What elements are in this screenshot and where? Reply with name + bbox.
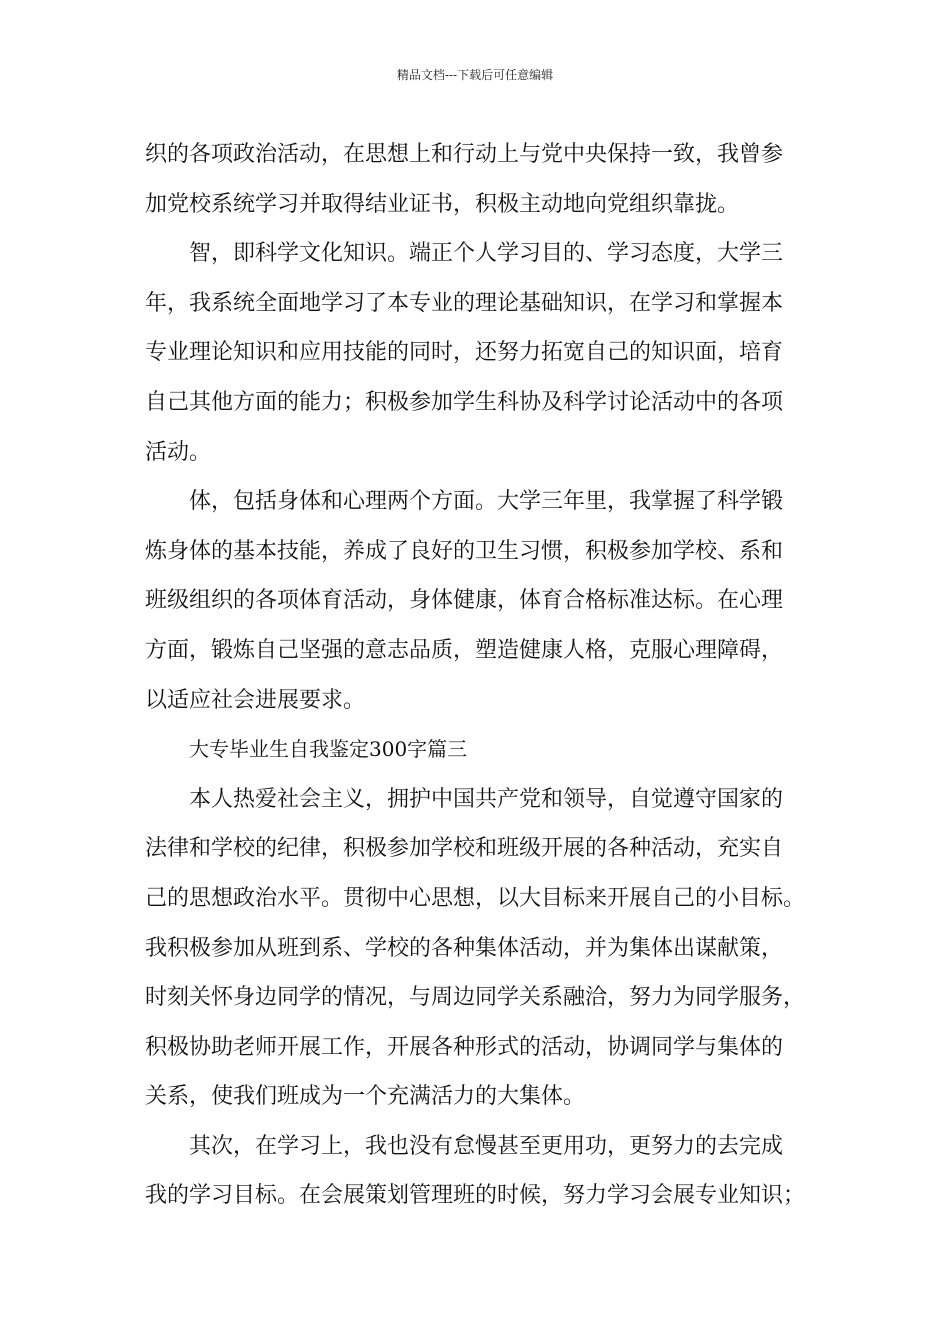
text-line: 本人热爱社会主义，拥护中国共产党和领导，自觉遵守国家的 (189, 786, 784, 812)
text-line: 炼身体的基本技能，养成了良好的卫生习惯，积极参加学校、系和 (145, 538, 784, 564)
text-line: 活动。 (145, 439, 212, 465)
text-line: 自己其他方面的能力；积极参加学生科协及科学讨论活动中的各项 (145, 389, 784, 415)
text-line: 加党校系统学习并取得结业证书，积极主动地向党组织靠拢。 (145, 191, 740, 217)
text-line: 专业理论知识和应用技能的同时，还努力拓宽自己的知识面，培育 (145, 340, 784, 366)
text-line: 我的学习目标。在会展策划管理班的时候，努力学习会展专业知识； (145, 1183, 806, 1209)
text-line: 积极协助老师开展工作，开展各种形式的活动，协调同学与集体的 (145, 1034, 784, 1060)
text-line: 其次，在学习上，我也没有怠慢甚至更用功，更努力的去完成 (189, 1133, 784, 1159)
text-line: 智，即科学文化知识。端正个人学习目的、学习态度，大学三 (189, 241, 784, 267)
text-line: 织的各项政治活动，在思想上和行动上与党中央保持一致，我曾参 (145, 142, 784, 167)
text-line: 以适应社会进展要求。 (145, 687, 366, 713)
text-line: 时刻关怀身边同学的情况，与周边同学关系融洽，努力为同学服务， (145, 985, 806, 1011)
text-line: 法律和学校的纪律，积极参加学校和班级开展的各种活动，充实自 (145, 836, 784, 862)
text-line: 体，包括身体和心理两个方面。大学三年里，我掌握了科学锻 (189, 489, 784, 515)
document-body (145, 130, 825, 1221)
section-heading: 大专毕业生自我鉴定300字篇三 (189, 737, 468, 762)
text-line: 我积极参加从班到系、学校的各种集体活动，并为集体出谋献策， (145, 935, 784, 961)
text-line: 己的思想政治水平。贯彻中心思想，以大目标来开展自己的小目标。 (145, 885, 806, 911)
text-line: 年，我系统全面地学习了本专业的理论基础知识，在学习和掌握本 (145, 290, 784, 316)
text-line: 关系，使我们班成为一个充满活力的大集体。 (145, 1084, 586, 1110)
page-header: 精品文档---下载后可任意编辑 (396, 68, 554, 82)
text-line: 班级组织的各项体育活动，身体健康，体育合格标准达标。在心理 (145, 588, 784, 614)
text-line: 方面，锻炼自己坚强的意志品质，塑造健康人格，克服心理障碍， (145, 637, 784, 663)
